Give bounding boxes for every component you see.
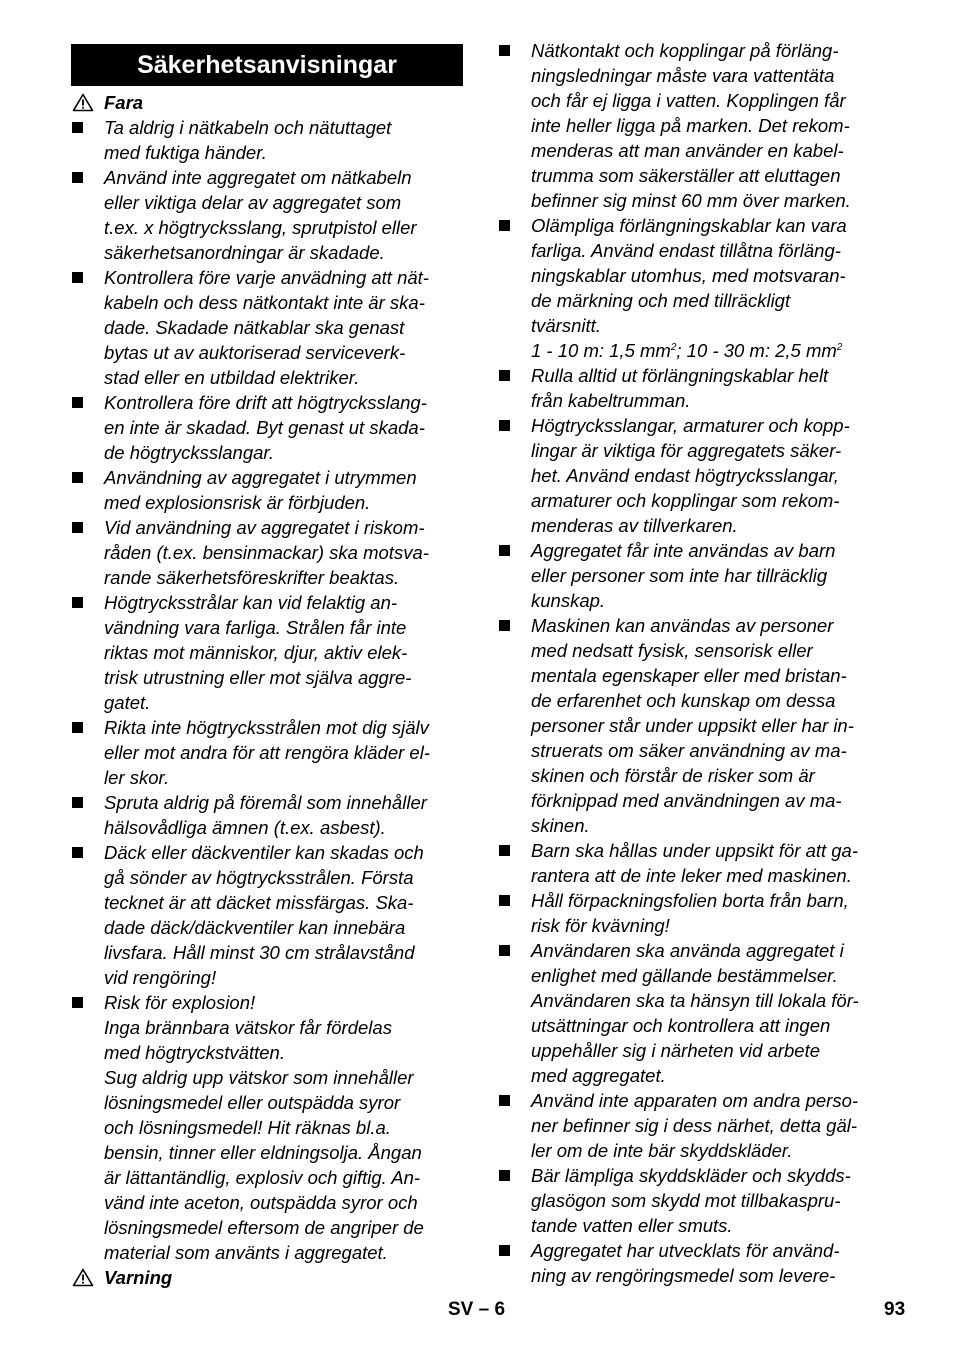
list-item (498, 613, 893, 838)
square-bullet-icon (499, 545, 510, 556)
list-item-line: Sug aldrig upp vätskor som innehåller (104, 1067, 414, 1088)
list-item-line: eller mot andra för att rengöra kläder el- (104, 742, 430, 763)
danger-label: Fara (104, 92, 144, 113)
list-item-line: Olämpliga förlängningskablar kan vara (531, 215, 847, 236)
list-item-line: de erfarenhet och kunskap om dessa (531, 690, 836, 711)
list-item-line: Spruta aldrig på föremål som innehåller (104, 792, 427, 813)
list-item-line: gå sönder av högtrycksstrålen. Första (104, 867, 414, 888)
list-item-line: och får ej ligga i vatten. Kopplingen får (531, 90, 846, 111)
list-item-line: de högtrycksslangar. (104, 442, 275, 463)
square-bullet-icon (72, 997, 83, 1008)
list-item-line: vid rengöring! (104, 967, 217, 988)
list-item-line: Högtrycksstrålar kan vid felaktig an- (104, 592, 398, 613)
list-item-line: med fuktiga händer. (104, 142, 267, 163)
list-item-line: ler skor. (104, 767, 170, 788)
list-item-line: farliga. Använd endast tillåtna förläng- (531, 240, 841, 261)
list-item-line: vänd inte aceton, outspädda syror och (104, 1192, 418, 1213)
list-item-line: ning av rengöringsmedel som levere- (531, 1265, 836, 1286)
warning-label: Varning (104, 1267, 173, 1288)
list-item-line: ningsledningar måste vara vattentäta (531, 65, 835, 86)
list-item-line: gatet. (104, 692, 151, 713)
list-item-line: med aggregatet. (531, 1065, 666, 1086)
list-item-line: eller viktiga delar av aggregatet som (104, 192, 402, 213)
list-item-line: Bär lämpliga skyddskläder och skydds- (531, 1165, 851, 1186)
section-title: Säkerhetsanvisningar (71, 44, 463, 86)
list-item-line: Ta aldrig i nätkabeln och nätuttaget (104, 117, 392, 138)
warning-heading (71, 1265, 463, 1290)
list-item (498, 363, 893, 413)
list-item-line: ner befinner sig i dess närhet, detta gäl- (531, 1115, 857, 1136)
left-column (71, 44, 463, 1290)
list-item-line: lösningsmedel eftersom de angriper de (104, 1217, 424, 1238)
list-item (498, 38, 893, 213)
square-bullet-icon (499, 895, 510, 906)
warning-triangle-icon (72, 1268, 94, 1287)
square-bullet-icon (72, 472, 83, 483)
list-item (71, 390, 463, 465)
right-column (498, 38, 893, 1288)
right-bullet-list (498, 38, 893, 1288)
square-bullet-icon (499, 845, 510, 856)
list-item-line: Rikta inte högtrycksstrålen mot dig själv (104, 717, 429, 738)
square-bullet-icon (499, 1170, 510, 1181)
list-item-line: Användning av aggregatet i utrymmen (104, 467, 417, 488)
square-bullet-icon (499, 45, 510, 56)
spec-exponent: 2 (670, 342, 677, 353)
list-item-line: trisk utrustning eller mot själva aggre- (104, 667, 412, 688)
list-item-line: rande säkerhetsföreskrifter beaktas. (104, 567, 400, 588)
list-item-line: råden (t.ex. bensinmackar) ska motsva- (104, 542, 429, 563)
list-item-line: material som använts i aggregatet. (104, 1242, 388, 1263)
square-bullet-icon (499, 945, 510, 956)
list-item-line: Barn ska hållas under uppsikt för att ga- (531, 840, 859, 861)
square-bullet-icon (499, 370, 510, 381)
square-bullet-icon (499, 620, 510, 631)
page-number: 93 (884, 1299, 906, 1320)
list-item-line: Rulla alltid ut förlängningskablar helt (531, 365, 829, 386)
square-bullet-icon (72, 597, 83, 608)
list-item-line: Nätkontakt och kopplingar på förläng- (531, 40, 839, 61)
list-item-line: Inga brännbara vätskor får fördelas (104, 1017, 392, 1038)
list-item-line: tecknet är att däcket missfärgas. Ska- (104, 892, 414, 913)
list-item-line: kunskap. (531, 590, 606, 611)
list-item-line: hälsovådliga ämnen (t.ex. asbest). (104, 817, 386, 838)
list-item-line: Kontrollera före drift att högtrycksslang- (104, 392, 427, 413)
square-bullet-icon (499, 1245, 510, 1256)
left-bullet-list (71, 115, 463, 1265)
list-item (71, 165, 463, 265)
spec-range-long: 10 - 30 m: 2,5 mm (686, 340, 837, 361)
list-item-line: med explosionsrisk är förbjuden. (104, 492, 371, 513)
list-item-line: Aggregatet har utvecklats för använd- (531, 1240, 840, 1261)
square-bullet-icon (499, 420, 510, 431)
list-item-line: Risk för explosion! (104, 992, 256, 1013)
list-item-line: en inte är skadad. Byt genast ut skada- (104, 417, 425, 438)
square-bullet-icon (72, 522, 83, 533)
list-item-line: lingar är viktiga för aggregatets säker- (531, 440, 842, 461)
list-item-line: Kontrollera före varje anvädning att nät- (104, 267, 429, 288)
list-item (71, 840, 463, 990)
list-item-line: Håll förpackningsfolien borta från barn, (531, 890, 849, 911)
square-bullet-icon (72, 397, 83, 408)
list-item-line: armaturer och kopplingar som rekom- (531, 490, 840, 511)
spec-range-short: 1 - 10 m: 1,5 mm (531, 340, 671, 361)
danger-heading (71, 90, 463, 115)
list-item (498, 938, 893, 1088)
warning-triangle-icon (72, 93, 94, 112)
list-item-line: Använd inte apparaten om andra perso- (531, 1090, 859, 1111)
list-item-line: personer står under uppsikt eller har in- (531, 715, 854, 736)
spec-separator: ; (676, 340, 687, 361)
list-item-line: bytas ut av auktoriserad serviceverk- (104, 342, 406, 363)
list-item-line: menderas att man använder en kabel- (531, 140, 844, 161)
list-item-line: glasögon som skydd mot tillbakaspru- (531, 1190, 841, 1211)
list-item-line: från kabeltrumman. (531, 390, 691, 411)
list-item-line: riktas mot människor, djur, aktiv elek- (104, 642, 408, 663)
list-item-line: stad eller en utbildad elektriker. (104, 367, 360, 388)
list-item (71, 715, 463, 790)
list-item-line: eller personer som inte har tillräcklig (531, 565, 828, 586)
square-bullet-icon (72, 172, 83, 183)
list-item-line: lösningsmedel eller outspädda syror (104, 1092, 401, 1113)
square-bullet-icon (499, 220, 510, 231)
list-item-line: rantera att de inte leker med maskinen. (531, 865, 852, 886)
list-item-line: inte heller ligga på marken. Det rekom- (531, 115, 850, 136)
list-item-line: med högtryckstvätten. (104, 1042, 285, 1063)
list-item-line: livsfara. Håll minst 30 cm strålavstånd (104, 942, 415, 963)
list-item (498, 213, 893, 363)
list-item-line: ler om de inte bär skyddskläder. (531, 1140, 793, 1161)
list-item (71, 990, 463, 1265)
square-bullet-icon (72, 722, 83, 733)
list-item-line: dade. Skadade nätkablar ska genast (104, 317, 405, 338)
list-item-line: struerats om säker användning av ma- (531, 740, 847, 761)
list-item (498, 413, 893, 538)
list-item (498, 888, 893, 938)
list-item-line: Användaren ska ta hänsyn till lokala för- (531, 990, 859, 1011)
list-item-line: vändning vara farliga. Strålen får inte (104, 617, 407, 638)
list-item-line: skinen och förstår de risker som är (531, 765, 815, 786)
list-item (71, 265, 463, 390)
square-bullet-icon (72, 847, 83, 858)
list-item-line: ningskablar utomhus, med motsvaran- (531, 265, 846, 286)
list-item (71, 790, 463, 840)
list-item-line: skinen. (531, 815, 590, 836)
list-item-line: Använd inte aggregatet om nätkabeln (104, 167, 412, 188)
list-item (498, 1238, 893, 1288)
list-item (71, 465, 463, 515)
footer-section-label: SV – 6 (448, 1299, 506, 1320)
square-bullet-icon (499, 1095, 510, 1106)
list-item-line: Vid användning av aggregatet i riskom- (104, 517, 425, 538)
list-item (71, 115, 463, 165)
spec-exponent: 2 (836, 342, 843, 353)
list-item-line: risk för kvävning! (531, 915, 670, 936)
list-item-line: dade däck/däckventiler kan innebära (104, 917, 406, 938)
list-item-line: Maskinen kan användas av personer (531, 615, 834, 636)
list-item-line: Användaren ska använda aggregatet i (531, 940, 844, 961)
list-item-line: säkerhetsanordningar är skadade. (104, 242, 385, 263)
list-item-line: t.ex. x högtrycksslang, sprutpistol eller (104, 217, 417, 238)
list-item (71, 590, 463, 715)
list-item-line: befinner sig minst 60 mm över marken. (531, 190, 851, 211)
list-item (498, 1088, 893, 1163)
list-item-line: de märkning och med tillräckligt (531, 290, 791, 311)
list-item (498, 838, 893, 888)
square-bullet-icon (72, 122, 83, 133)
list-item-line: med nedsatt fysisk, sensorisk eller (531, 640, 813, 661)
list-item-line: tvärsnitt. (531, 315, 601, 336)
square-bullet-icon (72, 797, 83, 808)
list-item (498, 1163, 893, 1238)
square-bullet-icon (72, 272, 83, 283)
list-item-line: är lättantändlig, explosiv och giftig. An- (104, 1167, 421, 1188)
list-item-line: utsättningar och kontrollera att ingen (531, 1015, 831, 1036)
list-item-line: het. Använd endast högtrycksslangar, (531, 465, 839, 486)
list-item-line: menderas av tillverkaren. (531, 515, 738, 536)
list-item-line: Aggregatet får inte användas av barn (531, 540, 836, 561)
list-item-line: tande vatten eller smuts. (531, 1215, 733, 1236)
list-item-line: enlighet med gällande bestämmelser. (531, 965, 838, 986)
list-item-line: kabeln och dess nätkontakt inte är ska- (104, 292, 425, 313)
list-item (498, 538, 893, 613)
list-item-line: förknippad med användningen av ma- (531, 790, 842, 811)
list-item-line: Högtrycksslangar, armaturer och kopp- (531, 415, 850, 436)
list-item-line: Däck eller däckventiler kan skadas och (104, 842, 424, 863)
list-item-line: och lösningsmedel! Hit räknas bl.a. (104, 1117, 391, 1138)
list-item-line: bensin, tinner eller eldningsolja. Ångan (104, 1142, 422, 1163)
list-item-line: mentala egenskaper eller med bristan- (531, 665, 847, 686)
list-item-line: uppehåller sig i närheten vid arbete (531, 1040, 820, 1061)
list-item (71, 515, 463, 590)
list-item-line: trumma som säkerställer att eluttagen (531, 165, 841, 186)
cable-cross-section-spec (531, 338, 893, 363)
